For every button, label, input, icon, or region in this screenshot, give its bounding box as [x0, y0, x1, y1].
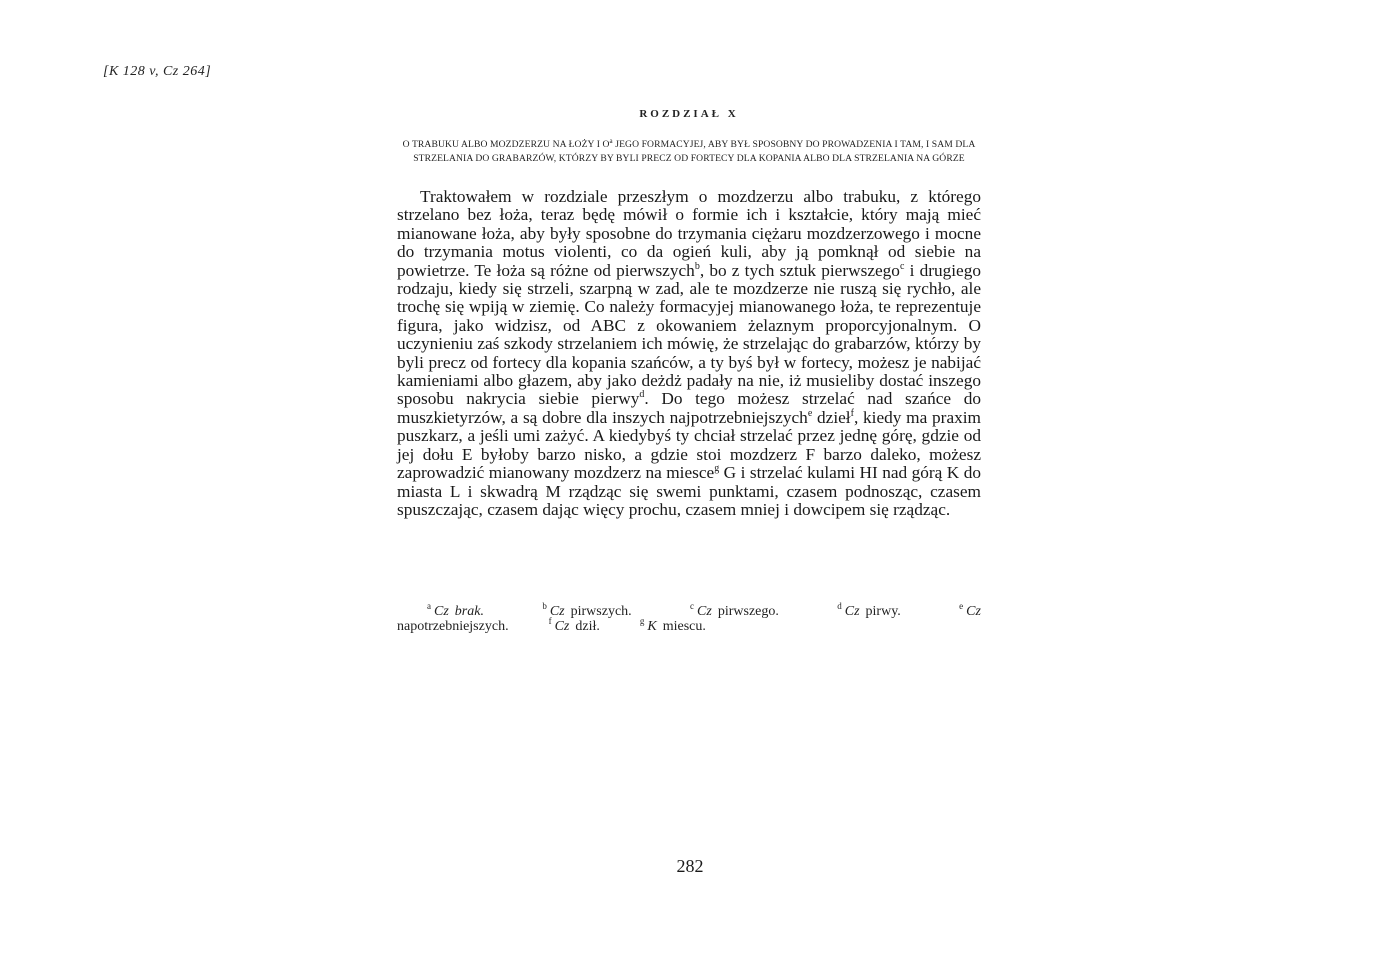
- footnote-marker: e: [807, 408, 813, 420]
- footnote-line: [397, 616, 981, 634]
- footnote-b: [542, 601, 632, 619]
- footnotes: [397, 601, 981, 634]
- footnote-marker: g: [714, 463, 720, 475]
- footnote-marker: a: [609, 136, 613, 145]
- body-text: . Do tego możesz strzelać nad szańce do muszkietyrzów, a są dobre dla inszych najpotrzebniejszych: [397, 389, 981, 427]
- footnote-note: pirwszego.: [717, 604, 779, 619]
- footnote-mark: c: [690, 601, 695, 612]
- footnote-mark: f: [548, 616, 552, 627]
- footnote-line: [397, 601, 981, 619]
- subtitle-text: JEGO FORMACYJEJ, ABY BYŁ SPOSOBNY DO PROWADZENIA I TAM, I SAM DLA STRZELANIA DO GRABARZÓW, KTÓRZY BY BYLI PRECZ OD FORTECY DLA KOPANIA ALBO DLA STRZELANIA NA GÓRZE: [413, 139, 976, 164]
- footnote-a: [427, 601, 484, 619]
- footnote-mark: e: [959, 601, 964, 612]
- footnote-c: [690, 601, 779, 619]
- chapter-subtitle: [397, 138, 981, 166]
- footnote-note: napotrzebniejszych.: [397, 619, 509, 634]
- footnote-e: [959, 601, 981, 619]
- footnote-note: pirwszych.: [570, 604, 632, 619]
- footnote-note: dził.: [575, 619, 600, 634]
- manuscript-siglum: Cz: [844, 604, 860, 619]
- manuscript-siglum: Cz: [434, 604, 449, 619]
- footnote-mark: g: [639, 616, 645, 627]
- page-number: 282: [676, 856, 704, 876]
- body-text: , kiedy ma praxim puszkarz, a jeśli umi zażyć. A kiedybyś ty chciał strzelać przez jednę górę, gdzie od jej dołu E byłoby barzo nisko, a gdzie stoi mozdzerz F barzo daleko, możesz zaprowadzić mianowany mozdzerz na miesce: [397, 407, 981, 483]
- footnote-g: [639, 616, 706, 634]
- footnote-marker: c: [899, 260, 905, 272]
- manuscript-siglum: K: [647, 619, 657, 634]
- footnote-note: brak.: [454, 604, 484, 619]
- body-text: Traktowałem w rozdziale przeszłym o mozdzerzu albo trabuku, z którego strzelano bez łoża, teraz będę mówił o formie ich i kształcie, który mają mieć mianowane łoża, aby były sposobne do trzymania ciężaru mozdzerzowego i mocne do trzymania motus violenti, co da ogień kuli, aby ją pomknął od siebie na powietrze. Te łoża są różne od pierwszych: [397, 187, 981, 280]
- chapter-title: ROZDZIAŁ X: [639, 108, 739, 120]
- footnote-mark: a: [427, 601, 431, 612]
- body-text: G i strzelać kulami HI nad górą K do miasta L i skwadrą M rządząc się swemi punktami, czasem podnosząc, czasem spuszczając, czasem dając więcy prochu, czasem mniej i dowcipem się rządząc.: [397, 463, 982, 519]
- footnote-mark: b: [542, 601, 547, 612]
- footnote-marker: b: [694, 260, 700, 272]
- footnote-f: [548, 616, 600, 634]
- footnote-marker: f: [850, 408, 854, 420]
- manuscript-siglum: [K 128 v, Cz 264]: [103, 64, 212, 79]
- manuscript-siglum: Cz: [549, 604, 565, 619]
- chapter-body: [397, 188, 981, 519]
- footnote-mark: d: [837, 601, 842, 612]
- manuscript-siglum: Cz: [966, 604, 981, 619]
- footnote-note: miescu.: [662, 619, 706, 634]
- footnote-note: pirwy.: [865, 604, 901, 619]
- subtitle-text: O TRABUKU ALBO MOZDZERZU NA ŁOŻY I O: [402, 139, 610, 150]
- body-text: dzieł: [812, 407, 851, 427]
- body-text: , bo z tych sztuk pierwszego: [699, 260, 900, 280]
- manuscript-siglum: Cz: [554, 619, 570, 634]
- manuscript-siglum: Cz: [697, 604, 712, 619]
- body-text: i drugiego rodzaju, kiedy się strzeli, szarpną w zad, ale te mozdzerze nie ruszą się rychło, ale trochę się wpiją w ziemię. Co należy formacyjej mianowanego łoża, te reprezentuje figura, jako widzisz, od ABC z okowaniem żelaznym proporcyjonalnym. O uczynieniu zaś szkody strzelaniem ich mówię, że strzelając do grabarzów, którzy by byli precz od fortecy dla kopania szańców, a ty byś był w fortecy, możesz je nabijać kamieniami albo głazem, aby jako deżdż padały na nie, iż musieliby dostać inszego sposobu nakrycia siebie pierwy: [397, 260, 981, 409]
- footnote-d: [837, 601, 901, 619]
- footnote-e-continued: [397, 619, 509, 634]
- footnote-marker: d: [639, 389, 645, 401]
